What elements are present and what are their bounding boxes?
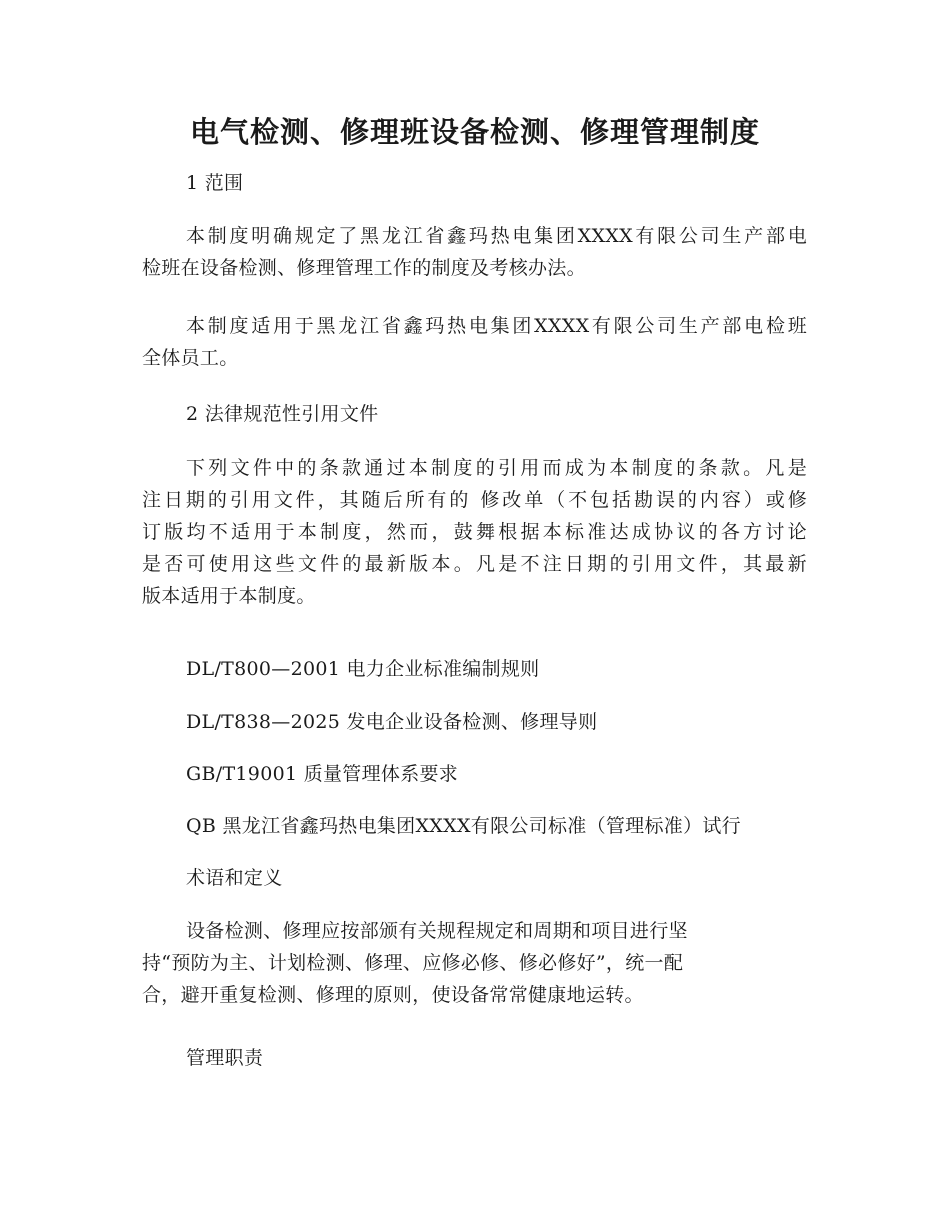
reference-item: GB/T19001 质量管理体系要求: [186, 763, 459, 785]
document-title: 电气检测、修理班设备检测、修理管理制度: [189, 115, 760, 149]
paragraph-line: 版本适用于本制度。: [142, 585, 316, 607]
section-1-paragraph-1: [142, 220, 807, 284]
section-2-paragraph-1: [142, 452, 807, 612]
paragraph-line: 是否可使用这些文件的最新版本。凡是不注日期的引用文件，其最新: [142, 553, 807, 575]
paragraph-line: 订版均不适用于本制度，然而，鼓舞根据本标准达成协议的各方讨论: [142, 521, 807, 543]
paragraph-line: 检班在设备检测、修理管理工作的制度及考核办法。: [142, 257, 586, 279]
duty-heading: 管理职责: [186, 1047, 264, 1069]
terms-heading: 术语和定义: [186, 867, 283, 889]
paragraph-line: 全体员工。: [142, 347, 239, 369]
section-1-paragraph-2: [142, 310, 807, 374]
reference-item: DL/T800—2001 电力企业标准编制规则: [186, 658, 540, 680]
reference-item: DL/T838—2025 发电企业设备检测、修理导则: [186, 711, 598, 733]
paragraph-line: 持“预防为主、计划检测、修理、应修必修、修必修好”，统一配: [142, 952, 684, 974]
paragraph-line: 本制度适用于黑龙江省鑫玛热电集团XXXX有限公司生产部电检班: [186, 315, 807, 337]
paragraph-line: 本制度明确规定了黑龙江省鑫玛热电集团XXXX有限公司生产部电: [186, 225, 807, 247]
reference-item: QB 黑龙江省鑫玛热电集团XXXX有限公司标准（管理标准）试行: [186, 815, 741, 837]
paragraph-line: 注日期的引用文件，其随后所有的 修改单（不包括勘误的内容）或修: [142, 489, 807, 511]
terms-paragraph: [142, 915, 807, 1011]
paragraph-line: 下列文件中的条款通过本制度的引用而成为本制度的条款。凡是: [186, 457, 807, 479]
section-2-heading: 2 法律规范性引用文件: [186, 403, 379, 425]
paragraph-line: 合，避开重复检测、修理的原则，使设备常常健康地运转。: [142, 984, 644, 1006]
section-1-heading: 1 范围: [186, 172, 244, 194]
paragraph-line: 设备检测、修理应按部颁有关规程规定和周期和项目进行坚: [186, 920, 688, 942]
